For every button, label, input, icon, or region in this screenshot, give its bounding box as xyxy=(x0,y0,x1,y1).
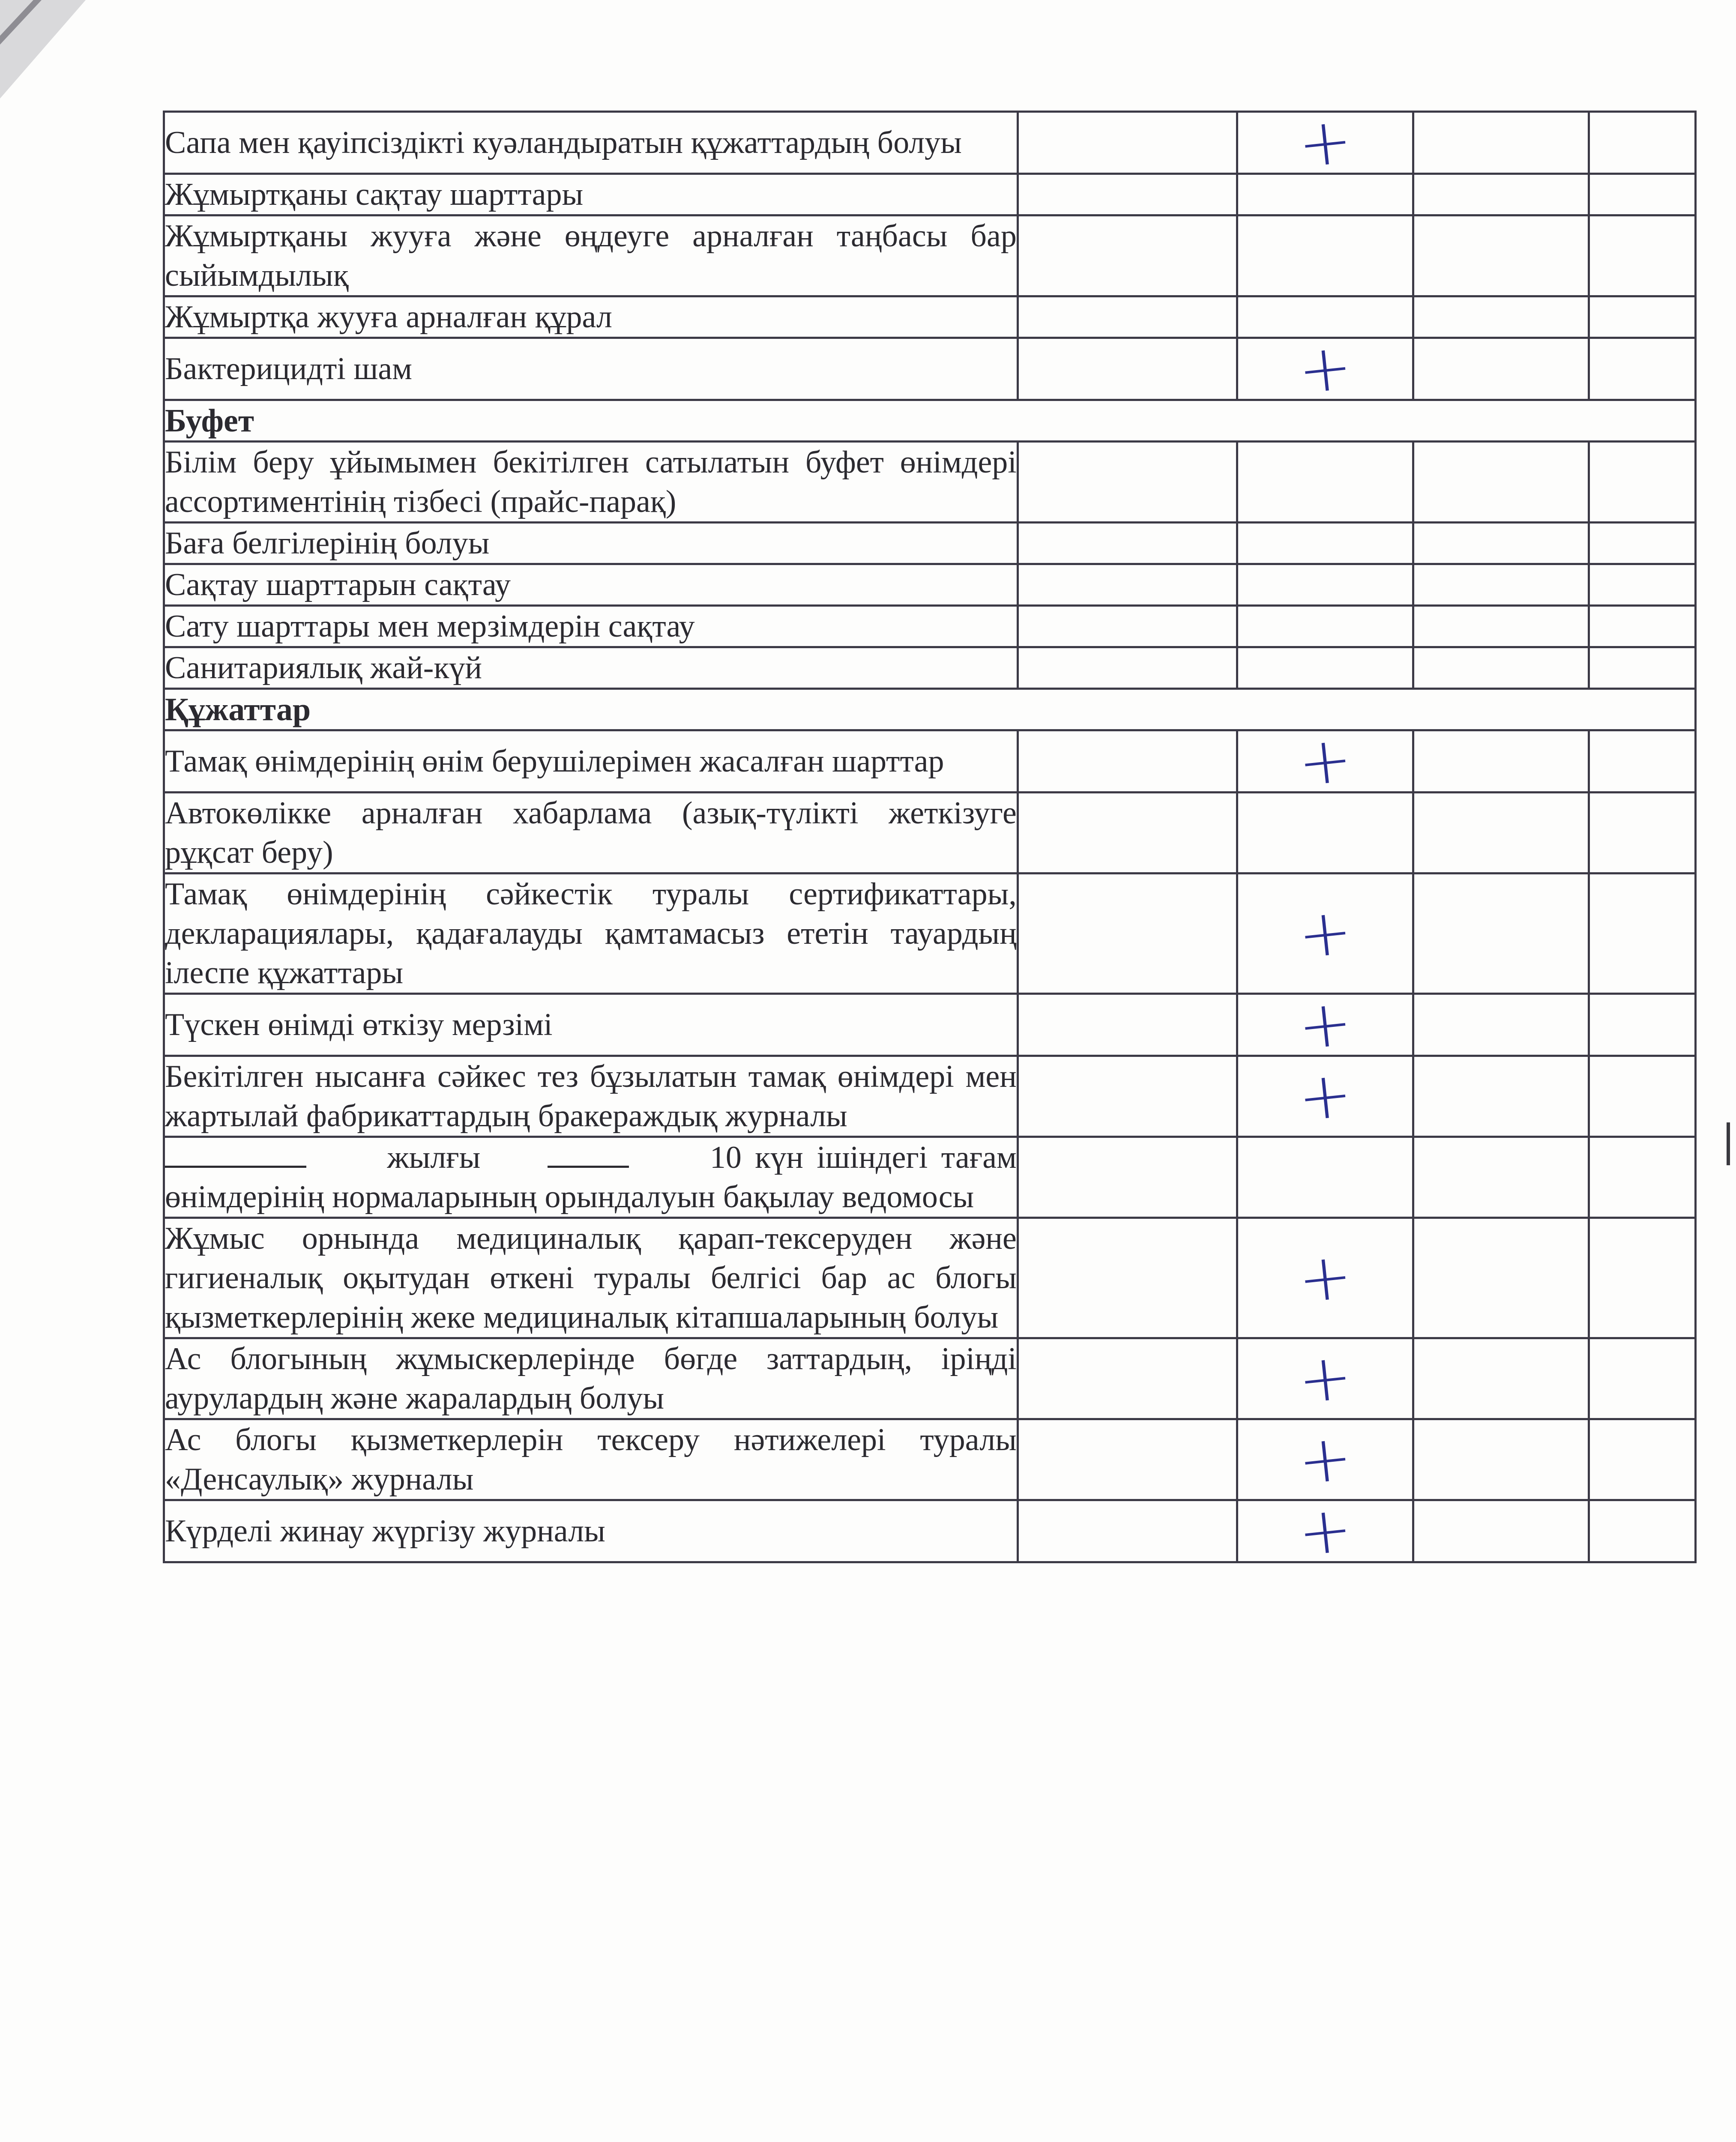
check-cell-col-3[interactable] xyxy=(1413,874,1589,994)
check-cell-col-3[interactable] xyxy=(1413,564,1589,606)
check-cell-col-4[interactable] xyxy=(1589,174,1696,215)
check-cell-col-2[interactable] xyxy=(1237,606,1413,647)
check-cell-col-4[interactable] xyxy=(1589,523,1696,564)
checklist-row xyxy=(164,1338,1696,1419)
check-cell-col-4[interactable] xyxy=(1589,215,1696,296)
check-cell-col-2[interactable] xyxy=(1237,102,1413,183)
checklist-row xyxy=(164,1419,1696,1500)
criterion-label: Тамақ өнімдерінің сәйкестік туралы сертификаттары, декларациялары, қадағалауды қамтамасыз ететін тауардың ілеспе құжаттары xyxy=(164,874,1018,994)
check-cell-col-3[interactable] xyxy=(1413,1419,1589,1500)
check-cell-col-4[interactable] xyxy=(1589,1500,1696,1562)
check-cell-col-1[interactable] xyxy=(1018,174,1237,215)
check-cell-col-2[interactable] xyxy=(1237,564,1413,606)
handwritten-plus-mark: + xyxy=(1294,1238,1356,1318)
check-cell-col-1[interactable] xyxy=(1018,647,1237,689)
checklist-row xyxy=(164,215,1696,296)
criterion-label: Сату шарттары мен мерзімдерін сақтау xyxy=(164,606,1018,647)
check-cell-col-1[interactable] xyxy=(1018,1338,1237,1419)
handwritten-plus-mark: + xyxy=(1294,984,1356,1065)
criterion-label: Жұмыртқа жууға арналған құрал xyxy=(164,296,1018,338)
check-cell-col-2[interactable] xyxy=(1237,984,1413,1065)
section-header-row xyxy=(164,400,1696,442)
checklist-row xyxy=(164,1056,1696,1137)
check-cell-col-4[interactable] xyxy=(1589,994,1696,1056)
check-cell-col-1[interactable] xyxy=(1018,523,1237,564)
check-cell-col-2[interactable] xyxy=(1237,442,1413,523)
check-cell-col-3[interactable] xyxy=(1413,112,1589,174)
check-cell-col-1[interactable] xyxy=(1018,215,1237,296)
checklist-row xyxy=(164,793,1696,874)
check-cell-col-3[interactable] xyxy=(1413,1056,1589,1137)
criterion-label: Білім беру ұйымымен бекітілген сатылатын буфет өнімдері ассортиментінің тізбесі (прайс-парақ) xyxy=(164,442,1018,523)
criterion-label: Сақтау шарттарын сақтау xyxy=(164,564,1018,606)
criterion-label: Автокөлікке арналған хабарлама (азық-түлікті жеткізуге рұқсат беру) xyxy=(164,793,1018,874)
check-cell-col-1[interactable] xyxy=(1018,994,1237,1056)
criterion-label: Жұмыртқаны сақтау шарттары xyxy=(164,174,1018,215)
criterion-label: Түскен өнімді өткізу мерзімі xyxy=(164,994,1018,1056)
checklist-row xyxy=(164,296,1696,338)
check-cell-col-3[interactable] xyxy=(1413,174,1589,215)
check-cell-col-3[interactable] xyxy=(1413,215,1589,296)
checklist-row xyxy=(164,564,1696,606)
check-cell-col-1[interactable] xyxy=(1018,442,1237,523)
check-cell-col-3[interactable] xyxy=(1413,338,1589,400)
check-cell-col-1[interactable] xyxy=(1018,1056,1237,1137)
check-cell-col-1[interactable] xyxy=(1018,296,1237,338)
criterion-label: Тамақ өнімдерінің өнім берушілерімен жасалған шарттар xyxy=(164,730,1018,793)
year-blank-field[interactable] xyxy=(165,1166,306,1168)
criterion-label: Ас блогының жұмыскерлерінде бөгде заттардың, іріңді аурулардың және жаралардың болуы xyxy=(164,1338,1018,1419)
handwritten-plus-mark: + xyxy=(1294,1419,1356,1500)
check-cell-col-2[interactable] xyxy=(1237,523,1413,564)
section-title: Құжаттар xyxy=(164,689,1696,730)
checklist-row xyxy=(164,442,1696,523)
handwritten-plus-mark: + xyxy=(1294,893,1356,974)
checklist-row xyxy=(164,647,1696,689)
handwritten-plus-mark: + xyxy=(1294,1338,1356,1419)
check-cell-col-4[interactable] xyxy=(1589,1338,1696,1419)
handwritten-plus-mark: + xyxy=(1294,1491,1356,1571)
criterion-label: Санитариялық жай-күй xyxy=(164,647,1018,689)
handwritten-plus-mark: + xyxy=(1294,329,1356,409)
check-cell-col-2[interactable] xyxy=(1237,721,1413,802)
handwritten-plus-mark: + xyxy=(1294,721,1356,802)
checklist-row xyxy=(164,730,1696,793)
check-cell-col-1[interactable] xyxy=(1018,564,1237,606)
check-cell-col-4[interactable] xyxy=(1589,442,1696,523)
check-cell-col-2[interactable] xyxy=(1237,215,1413,296)
checklist-row xyxy=(164,112,1696,174)
period-blank-field[interactable] xyxy=(548,1166,629,1168)
check-cell-col-1[interactable] xyxy=(1018,112,1237,174)
check-cell-col-1[interactable] xyxy=(1018,874,1237,994)
check-cell-col-3[interactable] xyxy=(1413,1338,1589,1419)
inspection-checklist-table xyxy=(163,102,1697,1571)
checklist-row xyxy=(164,1218,1696,1338)
check-cell-col-3[interactable] xyxy=(1413,523,1589,564)
check-cell-col-2[interactable] xyxy=(1237,1218,1413,1338)
criterion-label: Бактерицидті шам xyxy=(164,338,1018,400)
check-cell-col-2[interactable] xyxy=(1237,1056,1413,1137)
section-title: Буфет xyxy=(164,400,1696,442)
check-cell-col-4[interactable] xyxy=(1589,1137,1696,1218)
checklist-row xyxy=(164,874,1696,994)
criterion-label: Жұмыс орнында медициналық қарап-тексеруден және гигиеналық оқытудан өткені туралы белгісі бар ас блогы қызметкерлерінің жеке медициналық кітапшаларының болуы xyxy=(164,1218,1018,1338)
check-cell-col-2[interactable] xyxy=(1237,647,1413,689)
criterion-label: Баға белгілерінің болуы xyxy=(164,523,1018,564)
check-cell-col-2[interactable] xyxy=(1237,1338,1413,1419)
check-cell-col-3[interactable] xyxy=(1413,647,1589,689)
checklist-row xyxy=(164,994,1696,1056)
check-cell-col-3[interactable] xyxy=(1413,730,1589,793)
check-cell-col-4[interactable] xyxy=(1589,647,1696,689)
check-cell-col-3[interactable] xyxy=(1413,793,1589,874)
check-cell-col-4[interactable] xyxy=(1589,1419,1696,1500)
check-cell-col-1[interactable] xyxy=(1018,1218,1237,1338)
check-cell-col-1[interactable] xyxy=(1018,338,1237,400)
check-cell-col-4[interactable] xyxy=(1589,793,1696,874)
check-cell-col-2[interactable] xyxy=(1237,793,1413,874)
page-fold-corner xyxy=(0,0,86,99)
check-cell-col-2[interactable] xyxy=(1237,874,1413,994)
check-cell-col-1[interactable] xyxy=(1018,1500,1237,1562)
check-cell-col-4[interactable] xyxy=(1589,730,1696,793)
criterion-label xyxy=(164,1137,1018,1218)
check-cell-col-4[interactable] xyxy=(1589,112,1696,174)
check-cell-col-2[interactable] xyxy=(1237,1419,1413,1500)
criterion-label-part: 10 күн ішіндегі тағам өнімдерінің нормаларының орындалуын бақылау ведомосы xyxy=(165,1140,1017,1215)
checklist-row xyxy=(164,174,1696,215)
check-cell-col-4[interactable] xyxy=(1589,606,1696,647)
check-cell-col-4[interactable] xyxy=(1589,1218,1696,1338)
check-cell-col-4[interactable] xyxy=(1589,564,1696,606)
handwritten-plus-mark: + xyxy=(1294,102,1356,183)
check-cell-col-1[interactable] xyxy=(1018,1419,1237,1500)
handwritten-plus-mark: + xyxy=(1294,1056,1356,1137)
check-cell-col-1[interactable] xyxy=(1018,793,1237,874)
check-cell-col-3[interactable] xyxy=(1413,1500,1589,1562)
check-cell-col-3[interactable] xyxy=(1413,296,1589,338)
check-cell-col-3[interactable] xyxy=(1413,1218,1589,1338)
criterion-label: Күрделі жинау жүргізу журналы xyxy=(164,1500,1018,1562)
check-cell-col-4[interactable] xyxy=(1589,1056,1696,1137)
check-cell-col-1[interactable] xyxy=(1018,606,1237,647)
check-cell-col-3[interactable] xyxy=(1413,606,1589,647)
scan-margin-mark xyxy=(1727,1122,1730,1165)
checklist-row xyxy=(164,1137,1696,1218)
checklist-row xyxy=(164,1500,1696,1562)
check-cell-col-1[interactable] xyxy=(1018,1137,1237,1218)
check-cell-col-1[interactable] xyxy=(1018,730,1237,793)
checklist-row xyxy=(164,523,1696,564)
check-cell-col-3[interactable] xyxy=(1413,442,1589,523)
check-cell-col-2[interactable] xyxy=(1237,174,1413,215)
criterion-label: Бекітілген нысанға сәйкес тез бұзылатын тамақ өнімдері мен жартылай фабрикаттардың бракераждық журналы xyxy=(164,1056,1018,1137)
check-cell-col-2[interactable] xyxy=(1237,1491,1413,1571)
criterion-label-part: жылғы xyxy=(387,1140,481,1175)
check-cell-col-3[interactable] xyxy=(1413,1137,1589,1218)
criterion-label: Жұмыртқаны жууға және өңдеуге арналған таңбасы бар сыйымдылық xyxy=(164,215,1018,296)
section-header-row xyxy=(164,689,1696,730)
criterion-label: Сапа мен қауіпсіздікті куәландыратын құжаттардың болуы xyxy=(164,112,1018,174)
checklist-row xyxy=(164,338,1696,400)
check-cell-col-2[interactable] xyxy=(1237,1137,1413,1218)
check-cell-col-4[interactable] xyxy=(1589,338,1696,400)
check-cell-col-3[interactable] xyxy=(1413,994,1589,1056)
criterion-label: Ас блогы қызметкерлерін тексеру нәтижелері туралы «Денсаулық» журналы xyxy=(164,1419,1018,1500)
check-cell-col-2[interactable] xyxy=(1237,329,1413,409)
check-cell-col-4[interactable] xyxy=(1589,296,1696,338)
checklist-row xyxy=(164,606,1696,647)
check-cell-col-4[interactable] xyxy=(1589,874,1696,994)
